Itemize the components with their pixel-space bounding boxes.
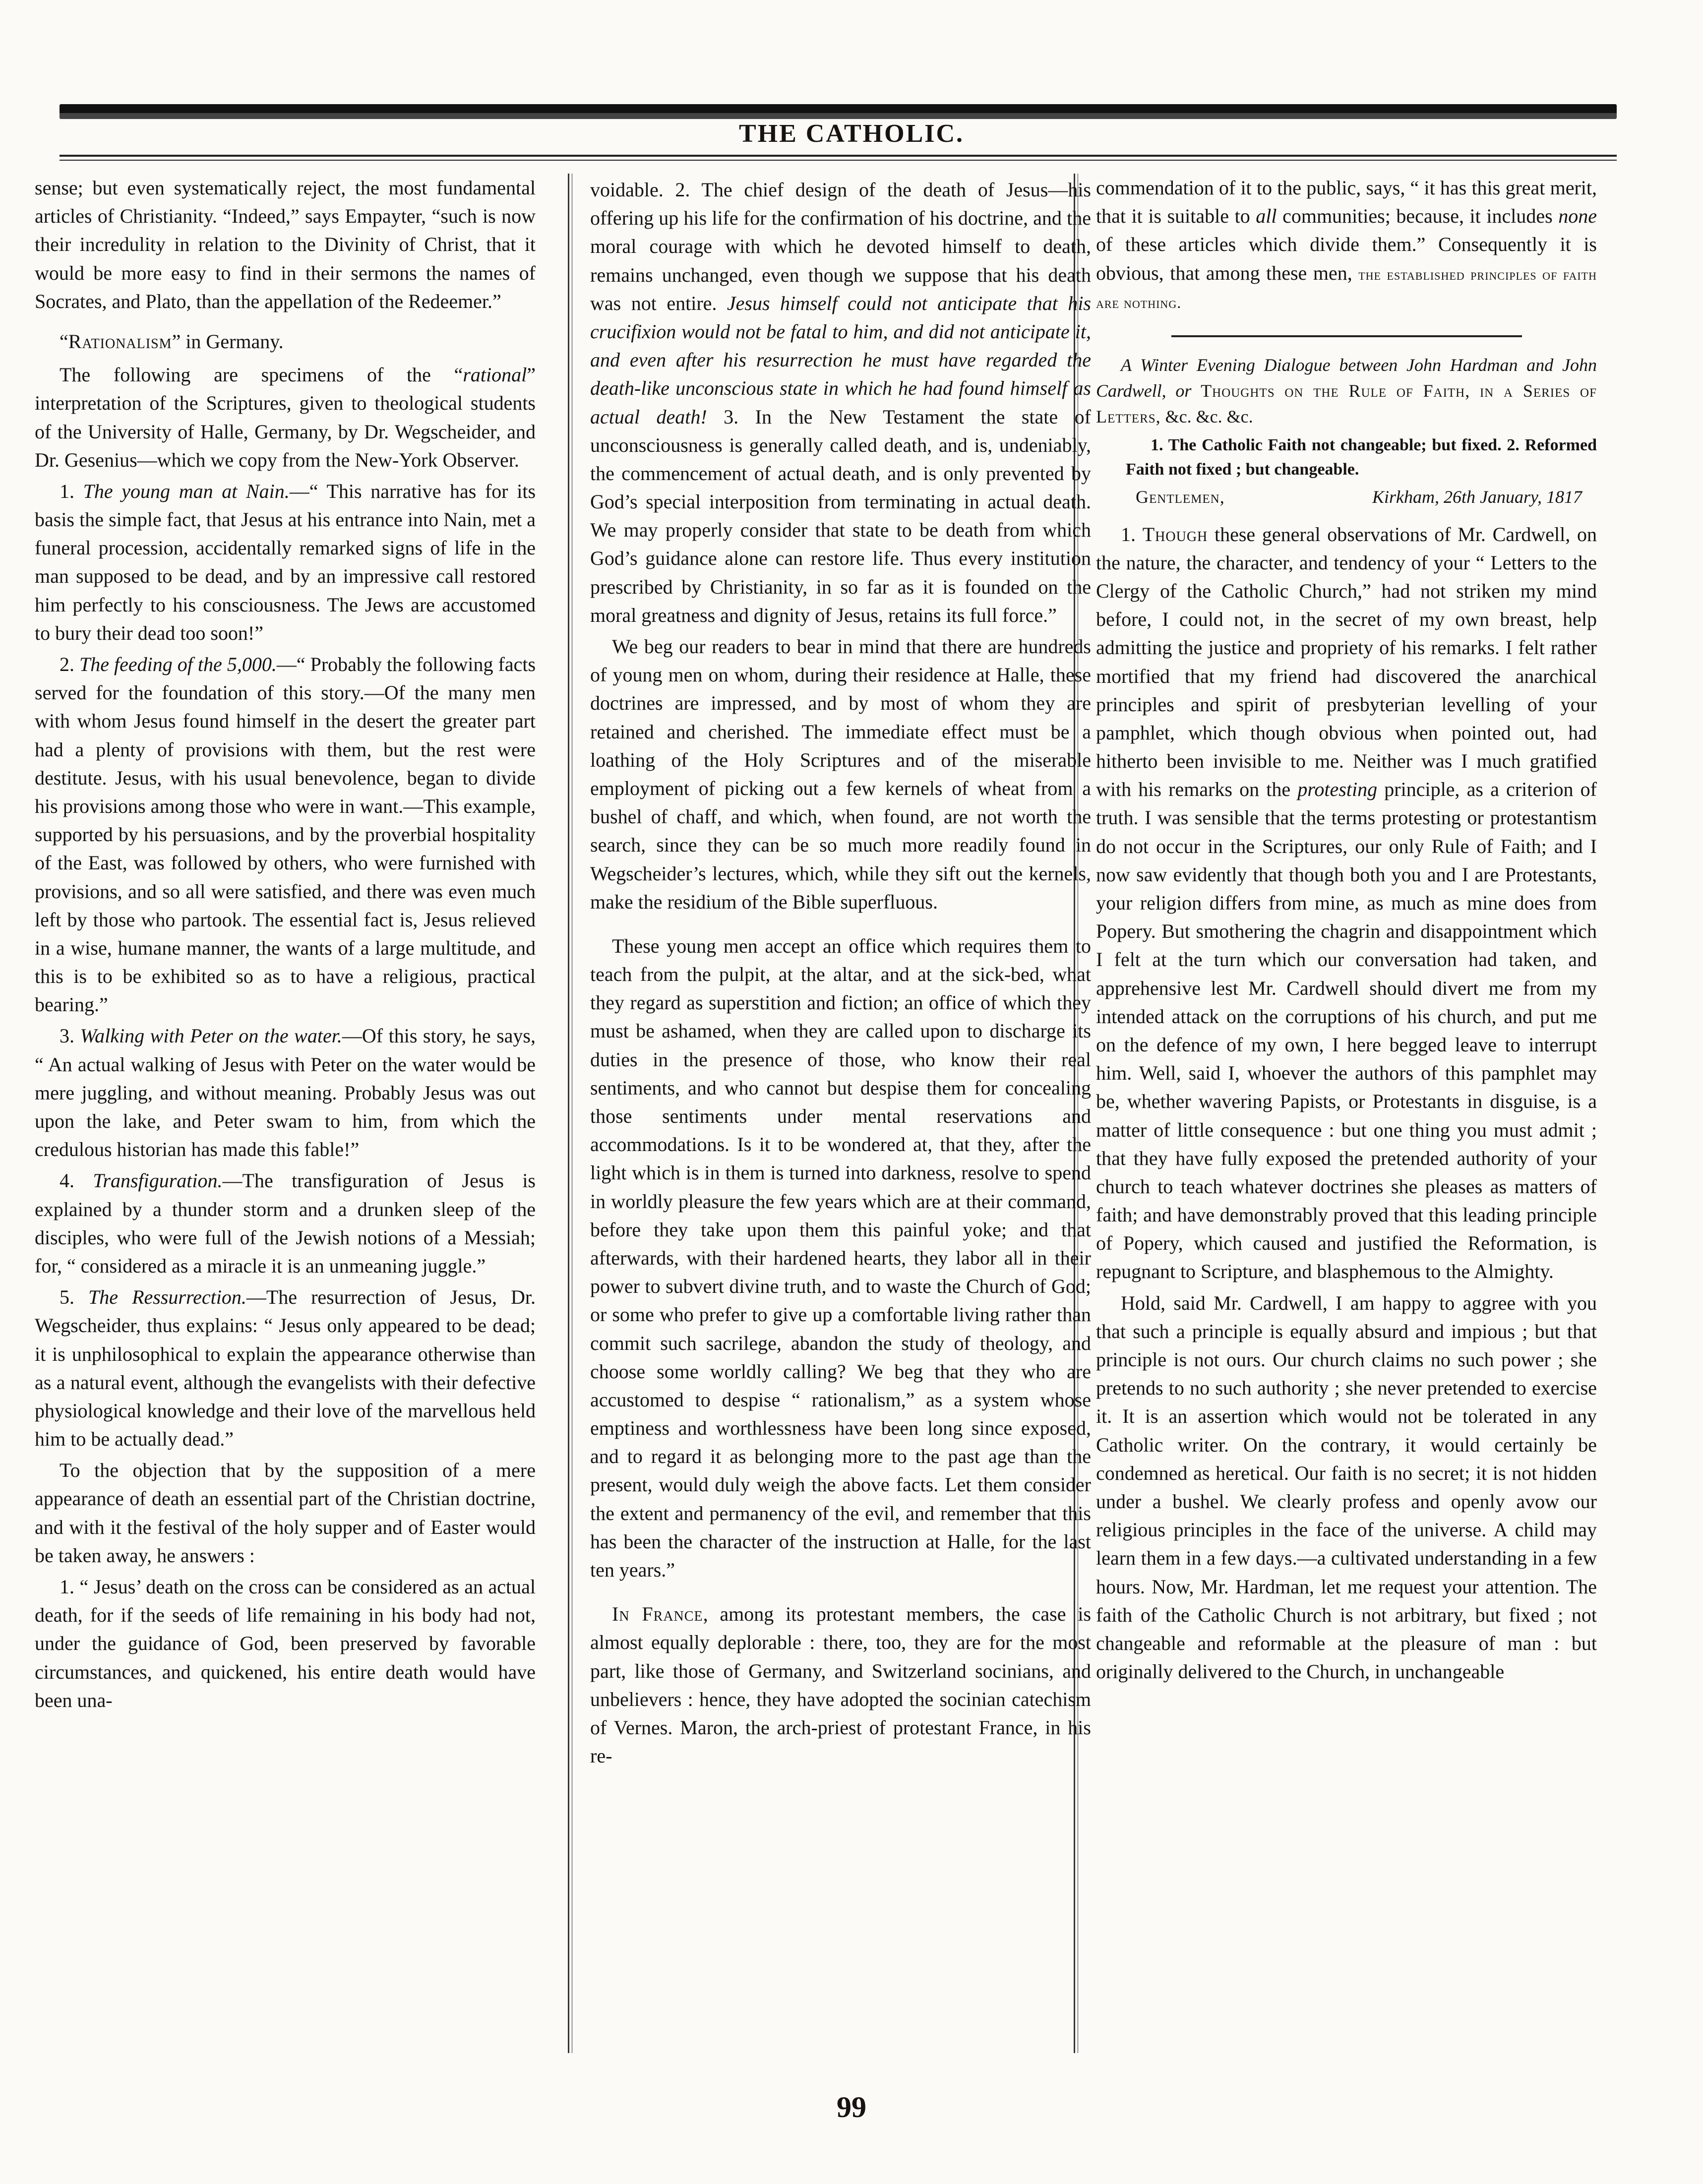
- text-run: voidable. 2. The chief design of the death of Jesus—his offering up his life for the confirmation of his doctrine, and the moral courage with which he devoted himself to death, remains unchanged, even though we suppose that his death was not entire.: [590, 179, 1091, 314]
- text-run: commendation of it to the public, says, “ it has this great merit, that it is suitable to: [1096, 177, 1597, 228]
- numbered-item: [35, 1166, 536, 1280]
- section-divider: [1171, 335, 1522, 337]
- paragraph: These young men accept an office which requires them to teach from the pulpit, at the altar, and at the sick-bed, what they regard as superstition and fiction; an office of which they must be ashamed, when they are called upon to discharge its duties in the presence of those, who know their real sentiments, and who cannot but despise them for concealing those sentiments under mental reservations and accommodations. Is it to be wondered at, that they, after the light which is in them is turned into darkness, resolve to spend in worldly pleasure the few years which are at their command, before they take upon them this painful yoke; and that afterwards, with their hardened hearts, they labor all in their power to subvert divine truth, and to waste the Church of God; or some who prefer to give up a comfortable living rather than commit such sacrilege, abandon the study of theology, and choose some worldly calling? We beg that they who are accustomed to despise “ rationalism,” as a system whose emptiness and worthlessness have been long since exposed, and to regard it as belonging more to the past age than the present, would duly weigh the above facts. Let them consider the extent and permanency of the evil, and remember that this has been the character of the instruction at Halle, for the last ten years.”: [590, 934, 1091, 1581]
- text-run: communities; because, it includes: [1277, 205, 1559, 228]
- item-text: —Of this story, he says, “ An actual walking of Jesus with Peter on the water would be mere juggling, and without meaning. Probably Jesus was out upon the lake, and Peter swam to him, from which the credulous historian has made this fable!”: [35, 1025, 536, 1161]
- article-summary: 1. The Catholic Faith not changeable; but fixed. 2. Reformed Faith not fixed ; but changeable.: [1126, 435, 1597, 479]
- boxed-quotation: [590, 1598, 1091, 1775]
- text-emphasis: rational: [463, 364, 527, 386]
- text-run: ” interpretation of the Scriptures, given to theological students of the University of Halle, Germany, by Dr. Wegscheider, and Dr. Gesenius—which we copy from the New-York Observer.: [35, 364, 536, 471]
- item-title: The Ressurrection.: [88, 1286, 246, 1309]
- page-number: 99: [837, 2091, 866, 2123]
- numbered-item: [35, 1283, 536, 1453]
- numbered-item: [35, 1022, 536, 1163]
- text-emphasis: Jesus himself could not anticipate that his crucifixion would not be fatal to him, and did not anticipate it, and even after his resurrection he must have regarded the death-like unconscious state in which he had found himself as actual death!: [590, 292, 1091, 428]
- column-divider: [568, 174, 569, 2053]
- section-heading: [35, 327, 536, 356]
- paragraph: 1. “ Jesus’ death on the cross can be considered as an actual death, for if the seeds of life remaining in his body had not, under the guidance of God, been preserved by favorable circumstances, and quickened, his entire death would have been una-: [35, 1576, 536, 1711]
- paragraph: We beg our readers to bear in mind that there are hundreds of young men on whom, during their residence at Halle, these doctrines are impressed, and by most of whom they are retained and cherished. The immediate effect must be a loathing of the Holy Scriptures and of the miserable employment of picking out a few kernels of wheat from a bushel of chaff, and which, when found, are not worth the search, since they can be so much more readily found in Wegscheider’s lectures, which, while they sift out the kernels, make the residium of the Bible superfluous.: [590, 635, 1091, 913]
- text-smallcaps: In France: [612, 1603, 703, 1626]
- paragraph: Hold, said Mr. Cardwell, I am happy to aggree with you that such a principle is equally absurd and impious ; but that principle is not ours. Our church claims no such power ; she pretends to no such authority ; she never pretended to exercise it. It is an assertion which would not be tolerated in any Catholic writer. On the contrary, it would certainly be condemned as heretical. Our faith is no secret; it is not hidden under a bushel. We clearly profess and openly avow our religious principles in the face of the universe. A child may learn them in a few days.—a cultivated understanding in a few hours. Now, Mr. Hardman, let me request your attention. The faith of the Catholic Church is not arbitrary, but fixed ; not changeable and reformable at the pleasure of man : but originally delivered to the Church, in unchangeable: [1096, 1291, 1597, 1683]
- text-run: 3. In the New Testament the state of unconsciousness is generally called death, and is, undeniably, the commencement of actual death, and is only prevented by God’s special interposition from terminating in actual death. We may properly consider that state to be death from which God’s guidance alone can restore life. Thus every institution prescribed by Christianity, in so far as it is founded on the moral greatness and dignity of Jesus, retains its full force.”: [590, 405, 1091, 626]
- paragraph: [35, 361, 536, 474]
- item-text: —The transfiguration of Jesus is explained by a thunder storm and a drunken sleep of the disciples, who were full of the Jewish notions of a Messiah; for, “ considered as a miracle it is an unmeaning juggle.”: [35, 1169, 536, 1277]
- masthead-title: THE CATHOLIC.: [738, 120, 965, 148]
- item-title: Walking with Peter on the water.: [80, 1025, 342, 1047]
- article-title: [1096, 352, 1597, 430]
- text-smallcaps: the established principles of faith are nothing.: [1096, 265, 1597, 311]
- text-run: &c. &c. &c.: [1160, 407, 1253, 427]
- masthead-heavy-rule: [60, 104, 1617, 119]
- item-number: 4.: [60, 1169, 74, 1192]
- item-title: The feeding of the 5,000.: [79, 653, 277, 675]
- text-smallcaps: Though: [1142, 523, 1208, 546]
- column-2: [590, 174, 1091, 2053]
- heading-open-quote: “: [60, 330, 68, 353]
- boxed-quotation: [590, 930, 1091, 1589]
- paragraph: To the objection that by the supposition of a mere appearance of death an essential part of the Christian doctrine, and with it the festival of the holy supper and of Easter would be taken away, he answers :: [35, 1459, 536, 1567]
- masthead-rule-top: [60, 155, 1617, 157]
- numbered-item: [35, 477, 536, 647]
- paragraph: [590, 176, 1091, 629]
- paragraph: [1096, 174, 1597, 315]
- item-number: 5.: [60, 1286, 74, 1309]
- text-run: principle, as a criterion of truth. I was sensible that the terms protesting or protestantism do not occur in the Scriptures, our only Rule of Faith; and I now saw evidently that though both you and I are Protestants, your religion differs from mine, as much as mine does from Popery. But smothering the chagrin and disappointment which I felt at the turn which our conversation had taken, and apprehensive lest Mr. Cardwell should divert me from my intended attack on the corruptions of his church, and put me on the defence of my own, I here begged leave to interrupt him. Well, said I, whoever the authors of this pamphlet may be, whether wavering Papists, or Protestants in disguise, is a matter of little consequence : but one thing you must admit ; that they have fully exposed the pretended authority of your church to teach whatever doctrines she pleases as matters of faith; and have demonstrably proved that this leading principle of Popery, which caused and justified the Reformation, is repugnant to Scripture, and blasphemous to the Almighty.: [1096, 778, 1597, 1283]
- item-text: —The resurrection of Jesus, Dr. Wegscheider, thus explains: “ Jesus only appeared to be dead; it is unphilosophical to explain the appearance otherwise than as a natural event, although the evangelists with their defective physiological knowledge and their love of the marvellous held him to be actually dead.”: [35, 1286, 536, 1451]
- column-1: [35, 174, 536, 2053]
- paragraph: 1. Though these general observations of Mr. Cardwell, on the nature, the character, and tendency of your “ Letters to the Clergy of the Catholic Church,” had not striken my mind before, I could not, in the secret of my own breast, help admitting the justice and propriety of his remarks. I felt rather mortified that my friend had discovered the anarchical principles and spirit of presbyterian levelling of your pamphlet, which though obvious when pointed out, had hitherto been invisible to me. Neither was I much gratified with his remarks on the protesting principle, as a criterion of truth. I was sensible that the terms protesting or protestantism do not occur in the Scriptures, our only Rule of Faith; and I now saw evidently that though both you and I are Protestants, your religion differs from mine, as much as mine does from Popery. But smothering the chagrin and disappointment which I felt at the turn which our conversation had taken, and apprehensive lest Mr. Cardwell should divert me from my intended attack on the corruptions of his church, and put me on the defence of my own, I here begged leave to interrupt him. Well, said I, whoever the authors of this pamphlet may be, whether wavering Papists, or Protestants in disguise, is a matter of little consequence : but one thing you must admit ; that they have fully exposed the pretended authority of your church to teach whatever doctrines she pleases as matters of faith; and have demonstrably proved that this leading principle of Popery, which caused and justified the Reformation, is repugnant to Scripture, and blasphemous to the Almighty.: [1096, 523, 1597, 1283]
- item-text: —“ This narrative has for its basis the simple fact, that Jesus at his entrance into Nain, met a funeral procession, accidentally remarked signs of life in the man supposed to be dead, and by an impressive call restored him perfectly to his consciousness. The Jews are accustomed to bury their dead too soon!”: [35, 480, 536, 644]
- text-run: these general observations of Mr. Cardwell, on the nature, the character, and tendency of your “ Letters to the Clergy of the Catholic Church,” had not striken my mind before, I could not, in the secret of my own breast, help admitting the justice and propriety of his remarks. I felt rather mortified that my friend had discovered the anarchical principles and spirit of presbyterian levelling of your pamphlet, which though obvious when pointed out, had hitherto been invisible to me. Neither was I much gratified with his remarks on the: [1096, 523, 1597, 801]
- text-emphasis: none: [1558, 205, 1597, 228]
- item-text: —“ Probably the following facts served for the foundation of this story.—Of the many men with whom Jesus found himself in the desert the greater part had a plenty of provisions with them, but the rest were destitute. Jesus, with his usual benevolence, began to divide his provisions among those who were in want.—This example, supported by his persuasions, and by the proverbial hospitality of the East, was followed by others, who were furnished with provisions, and so all were satisfied, and there was even much left by those who partook. The essential fact is, Jesus relieved in a wise, humane manner, the wants of a large multitude, and this is to be exhibited so as to have a religious, practical bearing.”: [35, 653, 536, 1016]
- paragraph: [590, 1600, 1091, 1770]
- text-run: The following are specimens of the “: [60, 364, 463, 386]
- text-run: A Winter Evening Dialogue between John Hardman and John Cardwell, or: [1096, 355, 1597, 401]
- text-emphasis: protesting: [1297, 778, 1378, 801]
- text-smallcaps: Thoughts on the Rule of Faith, in a Series of Letters,: [1096, 381, 1597, 427]
- dateline: Kirkham, 26th January, 1817: [1372, 487, 1582, 507]
- heading-rest: ” in Germany.: [172, 330, 284, 353]
- text-emphasis: all: [1256, 205, 1277, 228]
- column-3: [1096, 174, 1597, 2053]
- boxed-quotation: [590, 174, 1091, 921]
- salutation: Gentlemen,: [1136, 487, 1225, 507]
- salutation-line: [1096, 485, 1597, 510]
- item-number: 1.: [60, 480, 74, 502]
- numbered-item: [35, 650, 536, 1019]
- text-run: of these articles which divide them.” Consequently it is obvious, that among these men,: [1096, 233, 1597, 284]
- masthead-rule-bottom: [60, 160, 1617, 161]
- item-title: The young man at Nain.: [83, 480, 290, 502]
- heading-word: Rationalism: [68, 330, 172, 353]
- item-number: 2.: [60, 653, 74, 675]
- item-title: Transfiguration.: [93, 1169, 223, 1192]
- text-run: , among its protestant members, the case is almost equally deplorable : there, too, they are for the most part, like those of Germany, and Switzerland socinians, and unbelievers : hence, they have adopted the socinian catechism of Vernes. Maron, the arch-priest of protestant France, in his re-: [590, 1603, 1091, 1767]
- paragraph: sense; but even systematically reject, the most fundamental articles of Christianity. “Indeed,” says Empayter, “such is now their incredulity in relation to the Divinity of Christ, that it would be more easy to find in their sermons the names of Socrates, and Plato, than the appellation of the Redeemer.”: [35, 177, 536, 312]
- item-number: 3.: [60, 1025, 74, 1047]
